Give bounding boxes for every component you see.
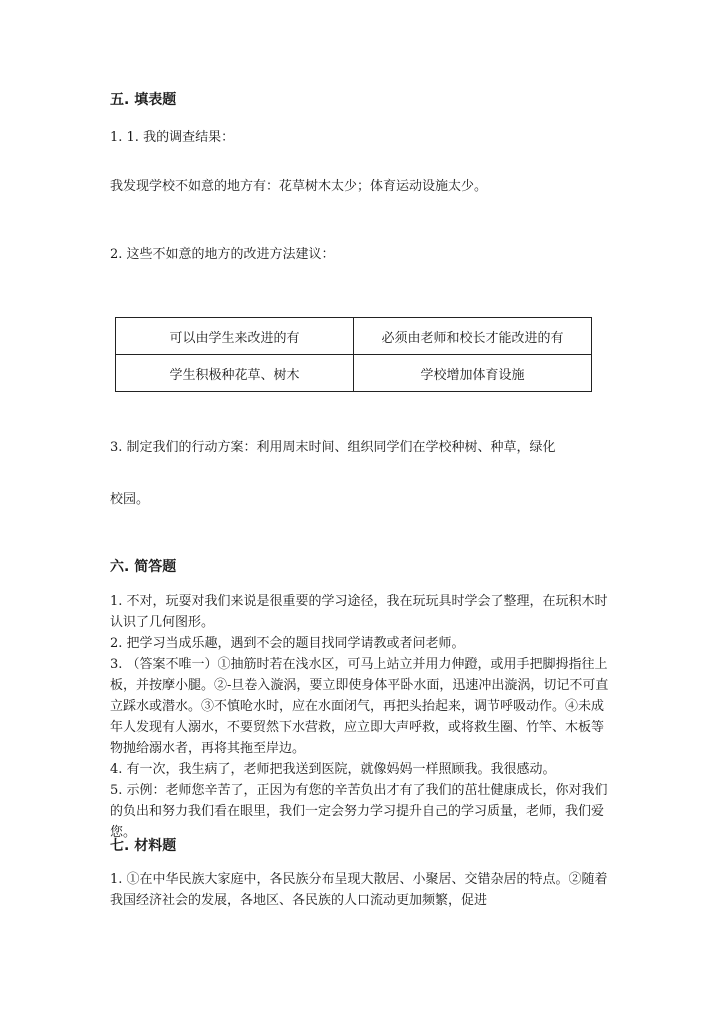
answer-3-text: 3. （答案不唯一）①抽筋时若在浅水区，可马上站立并用力伸蹬，或用手把脚拇指往上板，并按摩小腿。②-旦卷入漩涡，要立即使身体平卧水面，迅速冲出漩涡，切记不可直立踩水或潜水。③不慎呛水时，应在水面闭气，再把头抬起来，调节呼吸动作。④未成年人发现有人溺水，不要贸然下水营救，应立即大声呼救，或将救生圈、竹竿、木板等物抛给溺水者，再将其拖至岸边。	[110, 657, 609, 756]
q3-line-1: 3. 制定我们的行动方案：利用周末时间、组织同学们在学校种树、种草，绿化	[110, 440, 556, 455]
section-seven-heading: 七. 材料题	[110, 838, 177, 854]
q1-label: 1. 1. 我的调查结果：	[110, 130, 235, 145]
table-row	[116, 355, 592, 392]
answer-1-text: 1. 不对，玩耍对我们来说是很重要的学习途径，我在玩玩具时学会了整理，在玩积木时认识了几何图形。	[110, 594, 608, 630]
table-header-left: 可以由学生来改进的有	[116, 318, 354, 355]
table-cell-right: 学校增加体育设施	[354, 355, 592, 392]
material-answer-1: 1. ①在中华民族大家庭中，各民族分布呈现大散居、小聚居、交错杂居的特点。②随着我国经济社会的发展，各地区、各民族的人口流动更加频繁，促进	[110, 872, 608, 908]
table-cell-left: 学生积极种花草、树木	[116, 355, 354, 392]
table-header-right: 必须由老师和校长才能改进的有	[354, 318, 592, 355]
section-five-heading: 五. 填表题	[110, 92, 177, 108]
section-six-heading: 六. 简答题	[110, 559, 177, 575]
answer-2-text: 2. 把学习当成乐趣，遇到不会的题目找同学请教或者问老师。	[110, 636, 465, 651]
q1-answer: 我发现学校不如意的地方有：花草树木太少；体育运动设施太少。	[110, 179, 488, 194]
q2-label: 2. 这些不如意的地方的改进方法建议：	[110, 247, 335, 262]
q3-line-2: 校园。	[110, 492, 150, 507]
survey-table	[115, 317, 592, 392]
answer-5-text: 5. 示例：老师您辛苦了，正因为有您的辛苦负出才有了我们的茁壮健康成长，你对我们的负出和努力我们看在眼里，我们一定会努力学习提升自己的学习质量，老师，我们爱您。	[110, 783, 608, 840]
answer-4-text: 4. 有一次，我生病了，老师把我送到医院，就像妈妈一样照顾我。我很感动。	[110, 762, 556, 777]
answer-1	[110, 591, 610, 843]
table-row	[116, 318, 592, 355]
